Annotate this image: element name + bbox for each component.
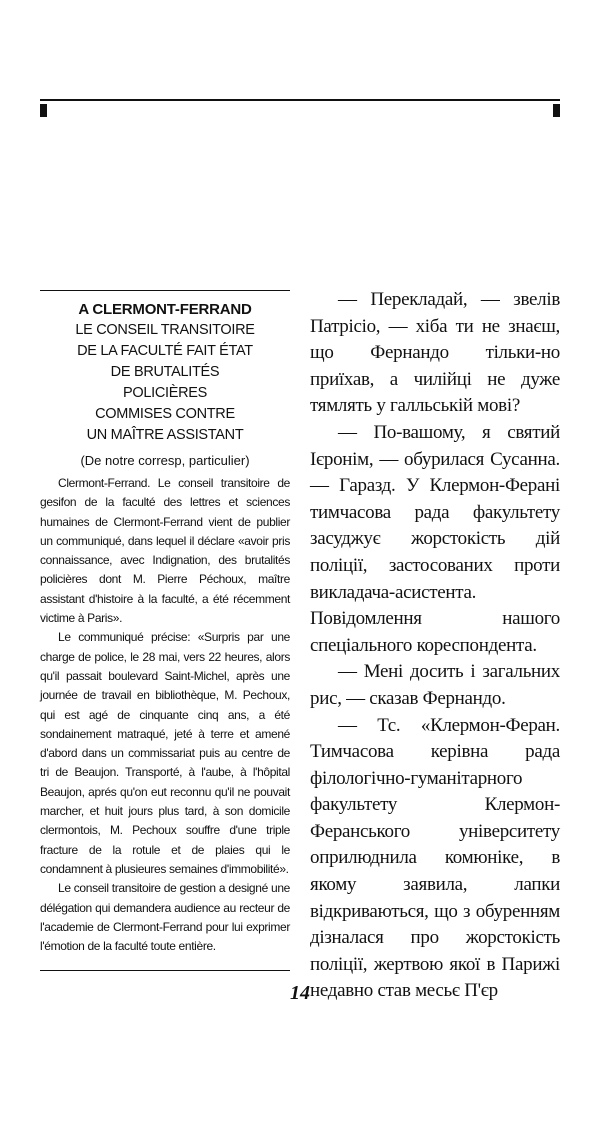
headline-line: POLICIÈRES: [122, 385, 208, 401]
text-paragraph: — Перекладай, — звелів Патрісіо, — хіба ти не знаєш, що Фернандо тільки-но приїхав, а чилійці не дуже тямлять у галльській мові?: [310, 289, 560, 417]
left-corner-marker: [40, 104, 47, 117]
clipping-paragraph: Le communiqué précise: «Surpris par une charge de police, le 28 mai, vers 22 heures, alors qu'il passait boulevard Saint-Michel, après une journée de travail en bibliothèque, M. Pechoux, qui est agé de cinquante cinq ans, a été sondainement matraqué, jeté à terre et amené d'abord dans un commissariat puis au centre de tri de Beaujon. Transporté, à l'aube, à l'hôpital Beaujon, aprés qu'on eut reconnu qu'il ne pouvait marcher, et huit jours plus tard, à son domicile clermontois, M. Pechoux souffre d'une triple fracture de la rotule et de plaies qui le condamnent à plusieures semaines d'immobilité».: [40, 630, 290, 876]
right-corner-marker: [553, 104, 560, 117]
text-paragraph: — Тс. «Клермон-Феран. Тимчасова керівна рада філологічно-гуманітарного факультету Клермон-Феранського університету оприлюднила комюніке, в якому заявила, лапки відкриваються, що з обуренням дізналася про жорстокість поліції, жертвою якої в Парижі недавно став месьє П'єр: [310, 714, 560, 1002]
text-paragraph: — По-вашому, я святий Ієронім, — обурилася Сусанна. — Гаразд. У Клермон-Ферані тимчасова рада факультету засуджує жорстокість дій поліції, застосованих проти викладача-асистента. Повідомлення нашого спеціального кореспондента.: [310, 421, 560, 656]
text-paragraph: — Мені досить і загальних рис, — сказав Фернандо.: [310, 661, 560, 709]
clipping-body: [40, 474, 290, 956]
french-clipping: [40, 290, 290, 971]
page-number: 14: [290, 982, 310, 1004]
headline-line: COMMISES CONTRE: [95, 406, 235, 422]
clipping-headline: [40, 299, 290, 446]
ukrainian-text: [310, 287, 560, 1005]
headline-line: DE BRUTALITÉS: [110, 364, 220, 380]
headline-line: A CLERMONT-FERRAND: [78, 301, 252, 318]
clipping-top-rule: [40, 290, 290, 291]
headline-line: UN MAÎTRE ASSISTANT: [86, 427, 244, 443]
clipping-paragraph: Le conseil transitoire de gestion a designé une délégation qui demandera audience au recteur de l'academie de Clermont-Ferrand pour lui exprimer l'émotion de la faculté toute entière.: [40, 881, 290, 954]
clipping-byline: (De notre corresp, particulier): [80, 453, 250, 468]
headline-line: LE CONSEIL TRANSITOIRE: [75, 322, 255, 338]
headline-line: DE LA FACULTÉ FAIT ÉTAT: [77, 343, 253, 359]
clipping-paragraph: Clermont-Ferrand. Le conseil transitoire de gesifon de la faculté des lettres et sciences humaines de Clermont-Ferrand vient de publier un communiqué, dans lequel il déclare «avoir pris connaissance, avec Indignation, des brutalités policières dont M. Pierre Péchoux, maître assistant d'histoire à la faculté, a été récemment victime à Paris».: [40, 476, 290, 626]
top-rule: [40, 99, 560, 101]
clipping-bottom-rule: [40, 970, 290, 971]
